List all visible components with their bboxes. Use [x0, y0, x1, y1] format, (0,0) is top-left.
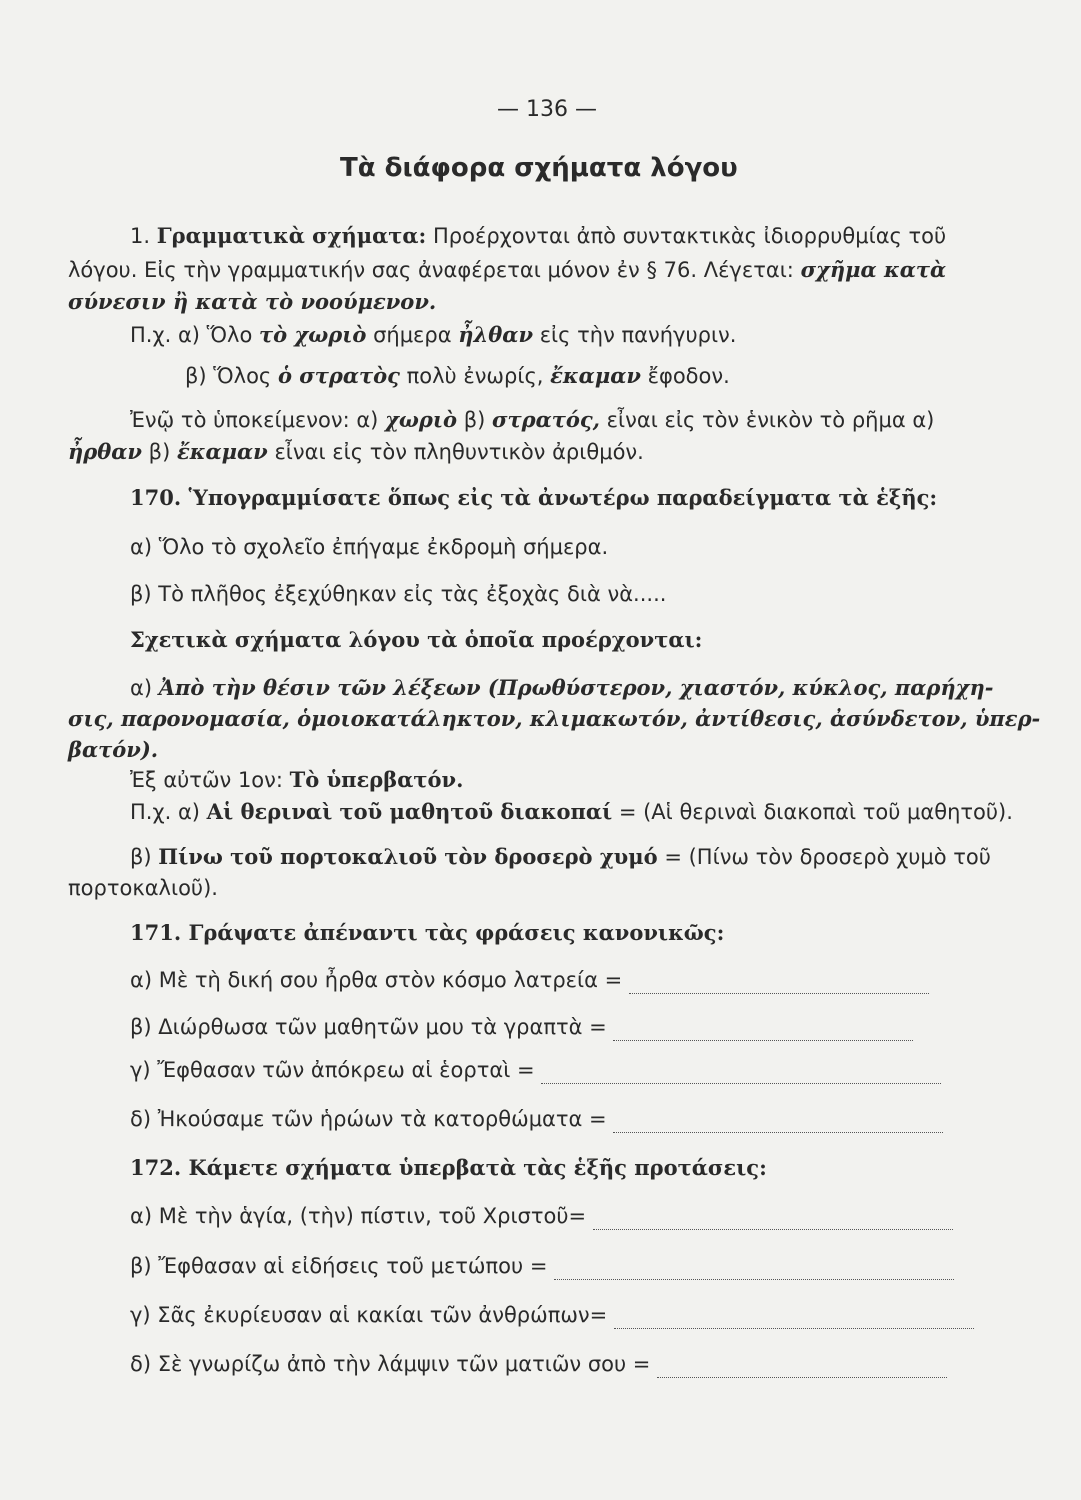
sec2-example-a-prefix: Π.χ. α)	[130, 800, 200, 824]
sec1-line-2	[68, 256, 946, 284]
example-a-verb: ἦλθαν	[458, 322, 534, 347]
exercise-171-prompt: γ) Ἔφθασαν τῶν ἀπόκρεω αἱ ἑορταὶ =	[130, 1058, 535, 1082]
answer-blank[interactable]	[657, 1357, 947, 1378]
answer-blank[interactable]	[614, 1308, 974, 1329]
explanation-term-4: ἔκαμαν	[176, 439, 268, 464]
exercise-172-item	[130, 1202, 953, 1230]
exercise-171-heading: 171. Γράψατε ἀπέναντι τὰς φράσεις κανονικῶς:	[130, 920, 725, 945]
answer-blank[interactable]	[554, 1259, 954, 1280]
sec1-example-a	[130, 321, 736, 349]
sec2-item-marker: α)	[130, 676, 153, 700]
page-title: Τὰ διάφορα σχήματα λόγου	[340, 153, 738, 183]
sec2-line-4	[130, 766, 463, 794]
exercise-170-item-a: α) Ὅλο τὸ σχολεῖο ἐπήγαμε ἐκδρομὴ σήμερα.	[130, 535, 609, 559]
answer-blank[interactable]	[613, 1020, 913, 1041]
sec2-example-a-phrase: Αἱ θεριναὶ τοῦ μαθητοῦ διακοπαί	[206, 799, 613, 824]
explanation-prefix: Ἐνῷ τὸ ὑποκείμενον: α)	[130, 408, 379, 432]
sec2-example-b-prefix: β)	[130, 845, 152, 869]
exercise-172-item	[130, 1252, 954, 1280]
sec2-figures-1: Ἀπὸ τὴν θέσιν τῶν λέξεων (Πρωθύστερον, χιαστόν, κύκλος, παρήχη-	[158, 675, 994, 700]
explanation-suffix-2: εἶναι εἰς τὸν πληθυντικὸν ἀριθμόν.	[274, 440, 644, 464]
sec1-line-3	[68, 288, 436, 316]
sec1-explanation-2	[68, 438, 644, 466]
sec2-example-a-normal: = (Αἱ θεριναὶ διακοπαὶ τοῦ μαθητοῦ).	[618, 800, 1013, 824]
sec1-term-2: σύνεσιν ἢ κατὰ τὸ νοούμενον.	[68, 289, 437, 314]
explanation-middle: β)	[463, 408, 486, 432]
exercise-170-item-b: β) Τὸ πλῆθος ἐξεχύθηκαν εἰς τὰς ἐξοχὰς διὰ νὰ.....	[130, 582, 667, 606]
answer-blank[interactable]	[541, 1063, 941, 1084]
sec1-text-1: Προέρχονται ἀπὸ συντακτικὰς ἰδιορρυθμίας τοῦ	[433, 224, 947, 248]
exercise-172-prompt: δ) Σὲ γνωρίζω ἀπὸ τὴν λάμψιν τῶν ματιῶν σου =	[130, 1352, 651, 1376]
sec2-heading: Σχετικὰ σχήματα λόγου τὰ ὁποῖα προέρχονται:	[130, 627, 703, 652]
answer-blank[interactable]	[629, 973, 929, 994]
sec1-line-1	[130, 222, 946, 250]
sec2-figures-2: σις, παρονομασία, ὁμοιοκατάληκτον, κλιμακωτόν, ἀντίθεσις, ἀσύνδετον, ὑπερ-	[68, 706, 1041, 731]
sec2-figures-3: βατόν).	[68, 737, 159, 762]
exercise-171-prompt: β) Διώρθωσα τῶν μαθητῶν μου τὰ γραπτὰ =	[130, 1015, 607, 1039]
answer-blank[interactable]	[613, 1112, 943, 1133]
sec1-text-2: λόγου. Εἰς τὴν γραμματικήν σας ἀναφέρεται μόνον ἐν § 76. Λέγεται:	[68, 258, 794, 282]
exercise-171-item	[130, 966, 929, 994]
sec1-term-1: σχῆμα κατὰ	[800, 257, 947, 282]
explanation-middle-2: β)	[148, 440, 171, 464]
page-number: — 136 —	[497, 97, 597, 122]
sec2-example-b-phrase: Πίνω τοῦ πορτοκαλιοῦ τὸν δροσερὸ χυμό	[158, 844, 658, 869]
sec2-line-5	[130, 798, 1013, 826]
answer-blank[interactable]	[593, 1209, 953, 1230]
sec2-line-1	[130, 674, 993, 702]
sec2-first-label: Ἐξ αὐτῶν 1ον:	[130, 768, 283, 792]
exercise-171-prompt: α) Μὲ τὴ δική σου ἦρθα στὸν κόσμο λατρεία =	[130, 968, 623, 992]
explanation-term-1: χωριὸ	[385, 407, 458, 432]
example-a-subject: τὸ χωριὸ	[259, 322, 367, 347]
exercise-172-prompt: α) Μὲ τὴν ἁγία, (τὴν) πίστιν, τοῦ Χριστοῦ=	[130, 1204, 587, 1228]
sec1-number: 1.	[130, 224, 151, 248]
explanation-term-2: στρατός,	[492, 407, 600, 432]
exercise-170-heading: 170. Ὑπογραμμίσατε ὅπως εἰς τὰ ἀνωτέρω παραδείγματα τὰ ἑξῆς:	[130, 485, 938, 510]
exercise-171-item	[130, 1013, 913, 1041]
exercise-172-item	[130, 1350, 947, 1378]
example-a-middle: σήμερα	[373, 323, 452, 347]
example-b-verb: ἔκαμαν	[550, 363, 641, 388]
exercise-171-prompt: δ) Ἠκούσαμε τῶν ἡρώων τὰ κατορθώματα =	[130, 1107, 607, 1131]
example-b-suffix: ἔφοδον.	[647, 364, 730, 388]
example-a-suffix: εἰς τὴν πανήγυριν.	[539, 323, 737, 347]
sec2-hyperbaton: Τὸ ὑπερβατόν.	[289, 767, 464, 792]
sec2-line-6	[130, 843, 991, 871]
exercise-172-heading: 172. Κάμετε σχήματα ὑπερβατὰ τὰς ἑξῆς προτάσεις:	[130, 1155, 767, 1180]
example-b-prefix: β) Ὅλος	[185, 364, 272, 388]
sec2-example-b-normal: = (Πίνω τὸν δροσερὸ χυμὸ τοῦ	[664, 845, 991, 869]
sec1-explanation-1	[130, 406, 934, 434]
exercise-171-item	[130, 1105, 943, 1133]
explanation-term-3: ἦρθαν	[68, 439, 142, 464]
exercise-172-prompt: β) Ἔφθασαν αἱ εἰδήσεις τοῦ μετώπου =	[130, 1254, 548, 1278]
sec1-example-b	[185, 362, 730, 390]
sec1-heading: Γραμματικὰ σχήματα:	[156, 223, 427, 248]
sec2-line-7: πορτοκαλιοῦ).	[68, 876, 218, 900]
exercise-172-prompt: γ) Σᾶς ἐκυρίευσαν αἱ κακίαι τῶν ἀνθρώπων=	[130, 1303, 608, 1327]
exercise-172-item	[130, 1301, 974, 1329]
example-b-subject: ὁ στρατὸς	[277, 363, 400, 388]
exercise-171-item	[130, 1056, 941, 1084]
explanation-suffix: εἶναι εἰς τὸν ἑνικὸν τὸ ρῆμα α)	[606, 408, 935, 432]
example-b-middle: πολὺ ἐνωρίς,	[406, 364, 544, 388]
example-a-prefix: Π.χ. α) Ὅλο	[130, 323, 253, 347]
